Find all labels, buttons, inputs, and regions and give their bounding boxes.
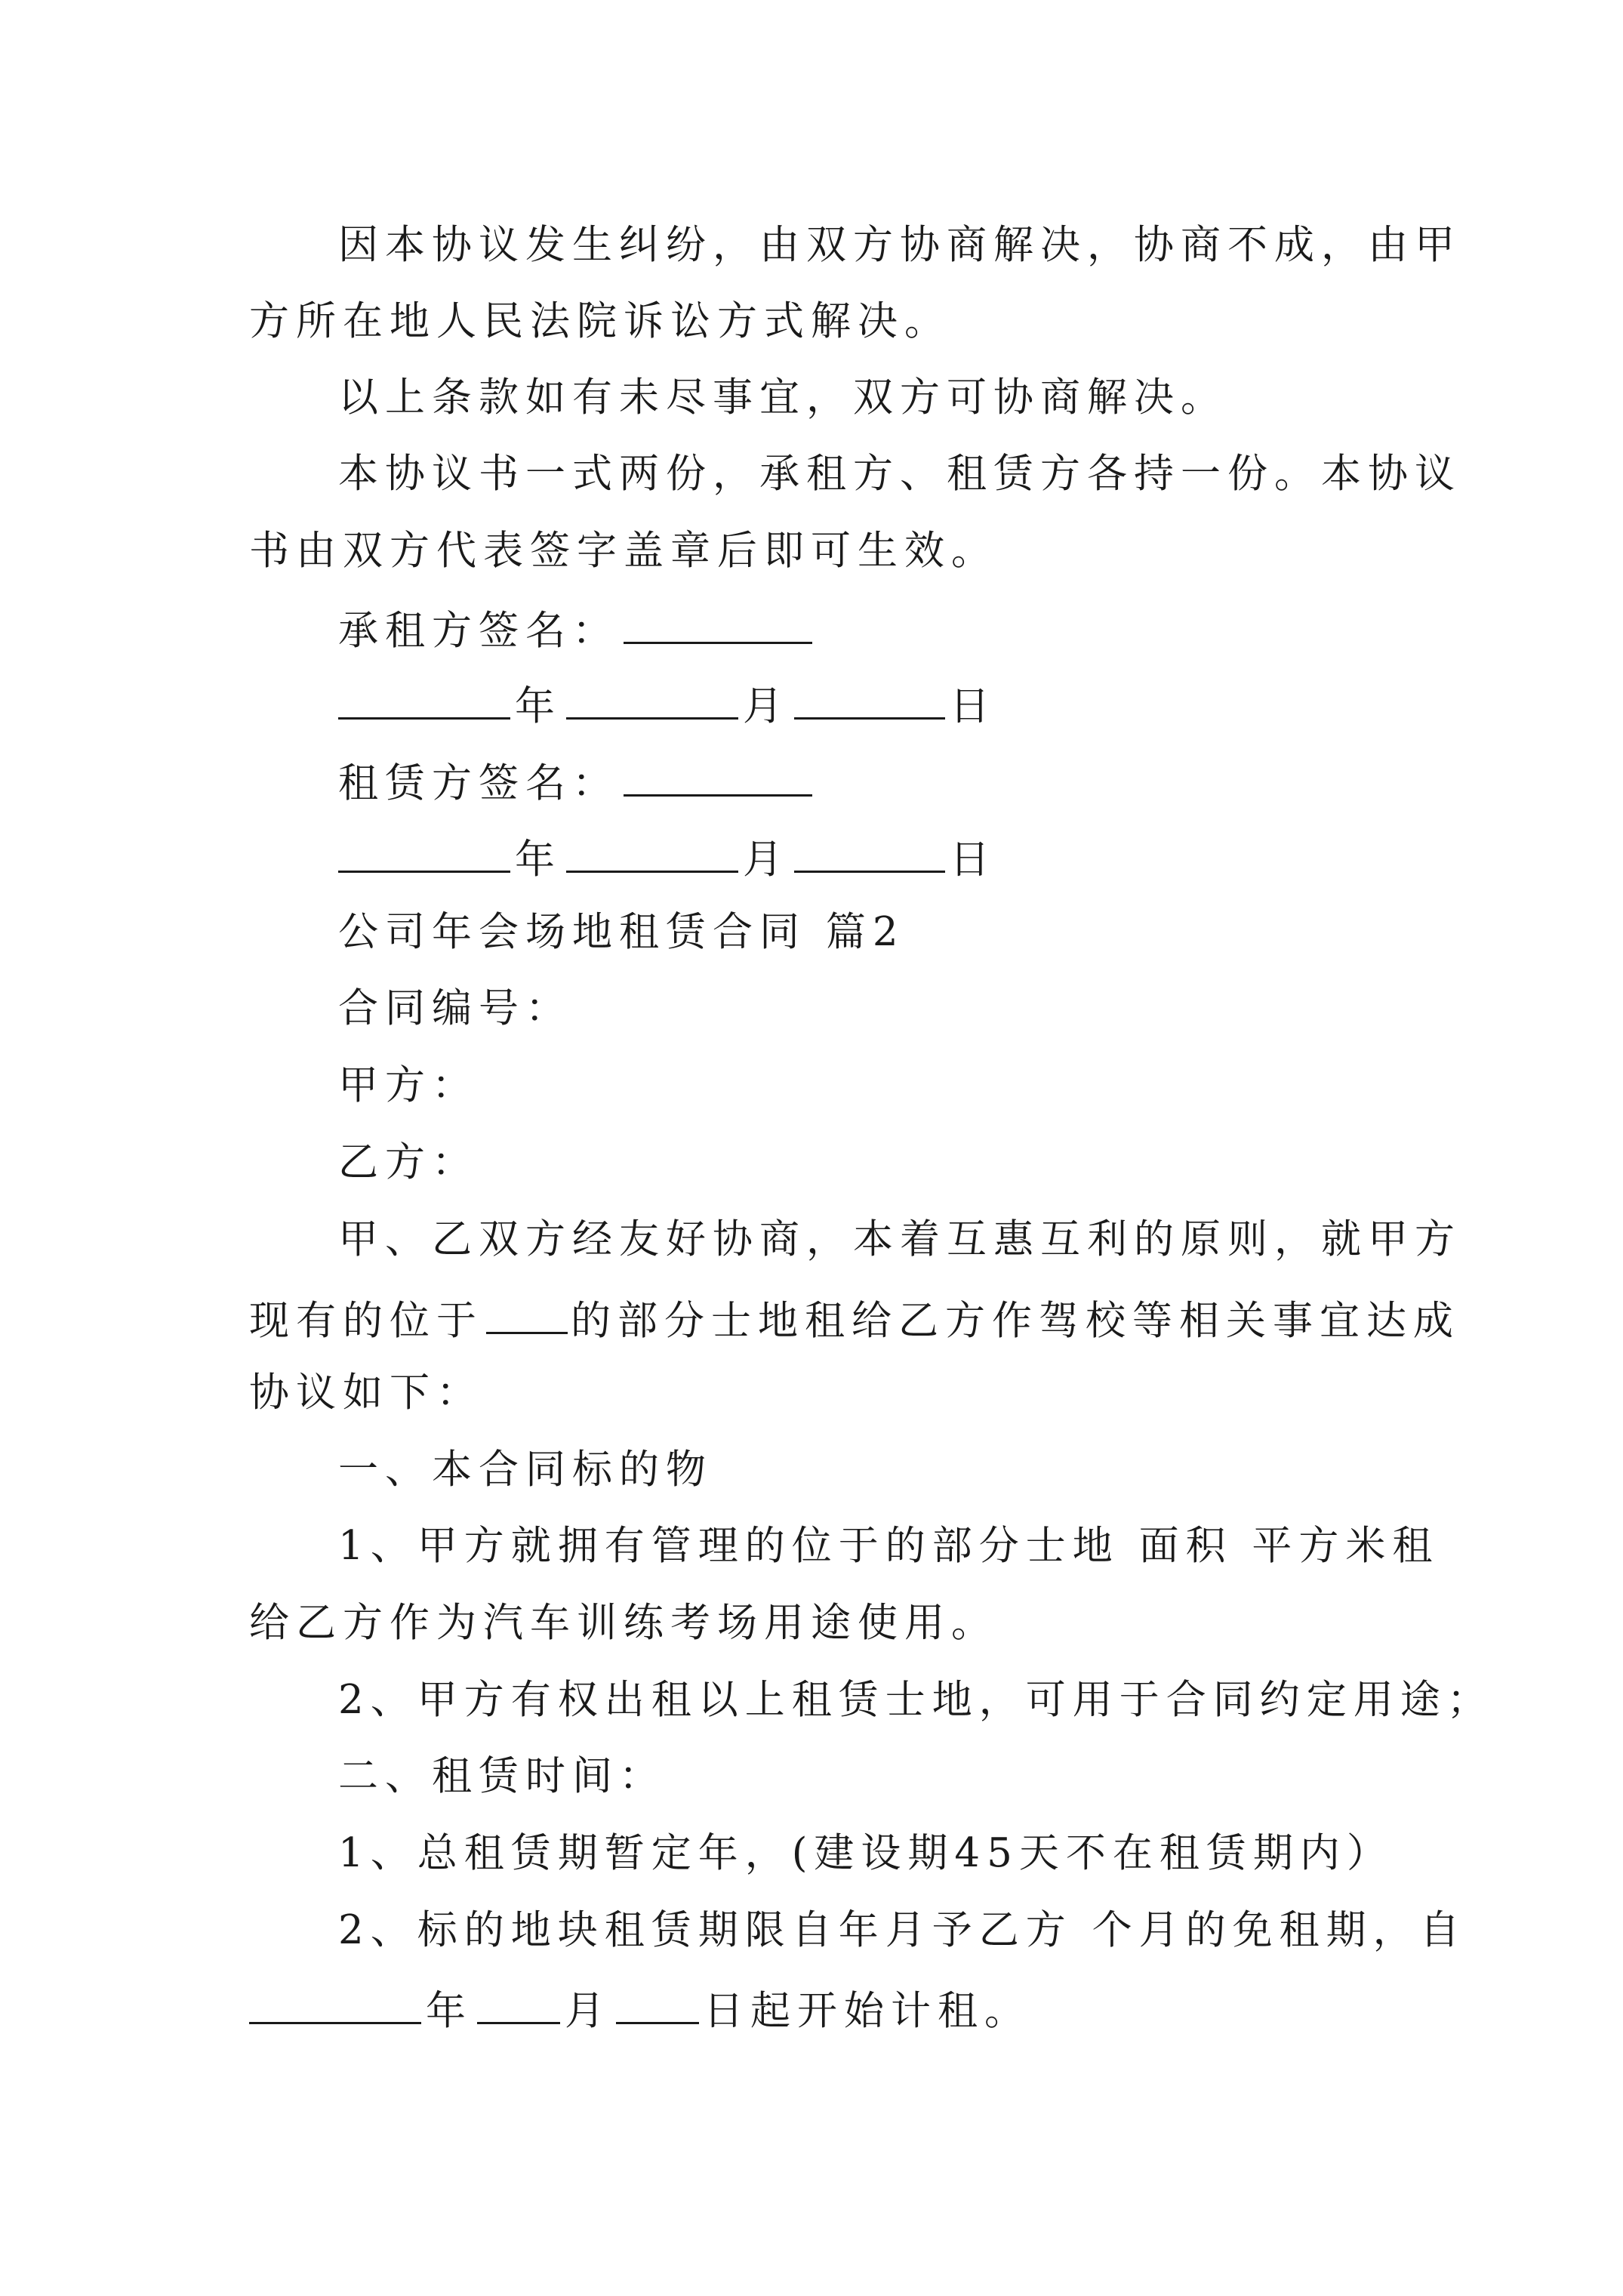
date-day-blank (794, 833, 945, 873)
date-year-label: 年 (515, 683, 562, 729)
paragraph-intro-line1: 甲、乙双方经友好协商，本着互惠互利的原则，就甲方 (338, 1216, 1461, 1262)
date-year-label: 年 (515, 837, 562, 883)
date-day-blank (616, 1984, 699, 2024)
date-day-suffix: 日起开始计租。 (704, 1988, 1031, 2034)
lessor-signature-blank (624, 757, 812, 797)
section-heading-subject: 一、本合同标的物 (338, 1447, 713, 1493)
location-blank (486, 1294, 568, 1334)
date-month-blank (566, 680, 738, 720)
paragraph-dispute-line1: 因本协议发生纠纷，由双方协商解决，协商不成，由甲 (338, 222, 1461, 268)
section-heading-term: 二、租赁时间： (338, 1753, 666, 1799)
party-a-label: 甲方： (338, 1062, 479, 1108)
date-month-label: 月 (743, 683, 790, 729)
section1-item1-line1: 1、甲方就拥有管理的位于的部分士地 面积 平方米租 (338, 1523, 1440, 1569)
date-year-blank (249, 1984, 421, 2024)
lessee-signature-label: 承租方签名： (338, 608, 619, 654)
party-b-label: 乙方： (338, 1139, 479, 1185)
lessor-signature-line (338, 757, 817, 806)
date-day-label: 日 (950, 837, 996, 883)
date-day-blank (794, 680, 945, 720)
intro-text-before-blank: 现有的位于 (249, 1298, 483, 1344)
section2-item1: 1、总租赁期暂定年，(建设期45天不在租赁期内） (338, 1830, 1394, 1876)
lessee-date-line (338, 680, 996, 729)
contract-number-label: 合同编号： (338, 985, 572, 1031)
contract-title: 公司年会场地租赁合同 篇2 (338, 909, 905, 955)
paragraph-unfinished-matters: 以上条款如有未尽事宜，双方可协商解决。 (338, 374, 1227, 421)
section2-item2-line1: 2、标的地块租赁期限自年月予乙方 个月的免租期，自 (338, 1907, 1467, 1953)
date-year-blank (338, 833, 510, 873)
section1-item2: 2、甲方有权出租以上租赁士地，可用于合同约定用途； (338, 1677, 1494, 1723)
date-day-label: 日 (950, 683, 996, 729)
paragraph-dispute-line2: 方所在地人民法院诉讼方式解决。 (249, 298, 951, 344)
date-month-blank (477, 1984, 560, 2024)
paragraph-copies-line2: 书由双方代表签字盖章后即可生效。 (249, 528, 998, 574)
lessee-signature-line (338, 604, 817, 654)
lessee-signature-blank (624, 604, 812, 644)
paragraph-intro-line2 (249, 1294, 1460, 1344)
date-month-blank (566, 833, 738, 873)
paragraph-intro-line3: 协议如下： (249, 1370, 483, 1416)
date-month-label: 月 (565, 1988, 611, 2034)
lessor-date-line (338, 833, 996, 883)
date-year-blank (338, 680, 510, 720)
date-month-label: 月 (743, 837, 790, 883)
date-year-label: 年 (426, 1988, 473, 2034)
intro-text-after-blank: 的部分士地租给乙方作驾校等相关事宜达成 (571, 1298, 1460, 1344)
section1-item1-line2: 给乙方作为汽车训练考场用途使用。 (249, 1600, 998, 1646)
lessor-signature-label: 租赁方签名： (338, 760, 619, 806)
paragraph-copies-line1: 本协议书一式两份，承租方、租赁方各持一份。本协议 (338, 451, 1461, 497)
section2-item2-line2 (249, 1984, 1031, 2034)
